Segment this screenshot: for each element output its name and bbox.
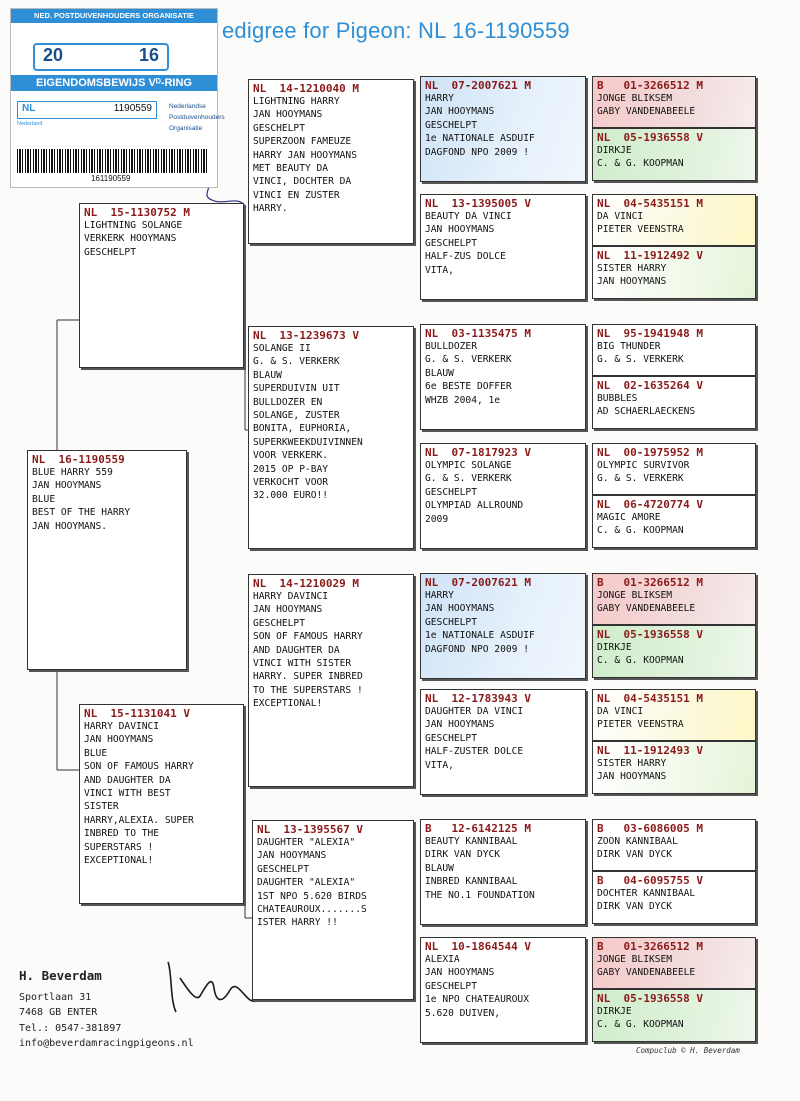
pigeon-info-line: DA VINCI — [597, 706, 644, 717]
pigeon-info-line: SUPERDUIVIN UIT — [253, 383, 340, 395]
ring-number: NL 04-5435151 M — [597, 197, 703, 210]
pedigree-box-mmf — [420, 819, 586, 925]
pigeon-info-line: 2015 OP P-BAY — [253, 463, 329, 475]
pigeon-info-line: AND DAUGHTER DA — [253, 644, 340, 656]
pigeon-info-line: HALF-ZUSTER DOLCE — [425, 746, 524, 758]
pedigree-box-mmm — [420, 937, 586, 1043]
pigeon-info-line: AD SCHAERLAECKENS — [597, 406, 696, 418]
pedigree-box-g10 — [592, 625, 756, 678]
pigeon-info-line: BLAUW — [253, 369, 282, 381]
pigeon-info-line: GESCHELPT — [84, 246, 136, 258]
pedigree-box-father — [79, 203, 244, 368]
pedigree-box-g7 — [592, 443, 756, 495]
pigeon-info-line: VERKERK HOOYMANS — [84, 233, 177, 245]
pigeon-info-line: PIETER VEENSTRA — [597, 719, 684, 731]
ring-number: NL 11-1912493 V — [597, 744, 703, 757]
ring-number: NL 14-1210040 M — [253, 82, 359, 95]
ring-number: NL 10-1864544 V — [425, 940, 531, 953]
pigeon-info-line: 1e NATIONALE ASDUIF — [425, 630, 535, 642]
pigeon-info-line: HARRY. — [253, 203, 288, 215]
pigeon-info-line: DIRKJE — [597, 1006, 632, 1017]
pigeon-info-line: JAN HOOYMANS — [425, 967, 495, 979]
pedigree-box-fmf — [420, 324, 586, 430]
pigeon-info-line: THE NO.1 FOUNDATION — [425, 889, 535, 901]
breeder-phone: Tel.: 0547-381897 — [19, 1022, 122, 1034]
pigeon-info-line: JAN HOOYMANS — [32, 480, 102, 492]
pigeon-info-line: AND DAUGHTER DA — [84, 774, 171, 786]
pigeon-info-line: 1e NPO CHATEAUROUX — [425, 994, 529, 1006]
pedigree-box-g4 — [592, 246, 756, 299]
card-year — [33, 43, 169, 71]
pigeon-info-line: BLAUW — [425, 862, 454, 874]
pigeon-info-line: BLUE HARRY 559 — [32, 467, 113, 478]
ring-number: NL 13-1395567 V — [257, 823, 363, 836]
pedigree-box-mfm — [420, 689, 586, 795]
ring-number: B 03-6086005 M — [597, 822, 703, 835]
pigeon-info-line: HARRY — [425, 93, 454, 104]
pedigree-box-g8 — [592, 495, 756, 548]
pigeon-info-line: GABY VANDENABEELE — [597, 603, 696, 615]
pedigree-box-g6 — [592, 376, 756, 429]
breeder-address-city: 7468 GB ENTER — [19, 1007, 98, 1018]
pigeon-info-line: SON OF FAMOUS HARRY — [253, 631, 363, 643]
pigeon-info-line: ALEXIA — [425, 954, 460, 965]
ring-number: NL 00-1975952 M — [597, 446, 703, 459]
ring-number: NL 06-4720774 V — [597, 498, 703, 511]
ring-number: NL 07-2007621 M — [425, 79, 531, 92]
pigeon-info-line: MET BEAUTY DA — [253, 163, 329, 175]
pigeon-info-line: PIETER VEENSTRA — [597, 224, 684, 236]
pigeon-info-line: G. & S. VERKERK — [597, 354, 684, 366]
ring-number: NL 07-2007621 M — [425, 576, 531, 589]
pigeon-info-line: DIRKJE — [597, 642, 632, 653]
pigeon-info-line: BULLDOZER EN — [253, 396, 323, 408]
pigeon-info-line: 32.000 EURO!! — [253, 490, 329, 502]
pigeon-info-line: JONGE BLIKSEM — [597, 954, 673, 965]
pigeon-info-line: OLYMPIC SOLANGE — [425, 460, 512, 471]
pigeon-info-line: C. & G. KOOPMAN — [597, 655, 684, 667]
pigeon-info-line: G. & S. VERKERK — [597, 473, 684, 485]
pedigree-box-fff — [420, 76, 586, 182]
pedigree-box-g13 — [592, 819, 756, 871]
pigeon-info-line: VINCI, DOCHTER DA — [253, 176, 352, 188]
ring-number: NL 14-1210029 M — [253, 577, 359, 590]
pigeon-info-line: JAN HOOYMANS — [253, 109, 323, 121]
pigeon-info-line: BEAUTY DA VINCI — [425, 211, 512, 222]
pigeon-info-line: JAN HOOYMANS — [597, 771, 667, 783]
pigeon-info-line: DAGFOND NPO 2009 ! — [425, 643, 529, 655]
pigeon-info-line: GESCHELPT — [425, 237, 477, 249]
pigeon-info-line: JAN HOOYMANS — [597, 276, 667, 288]
pigeon-info-line: DAUGHTER "ALEXIA" — [257, 877, 356, 889]
pigeon-info-line: HARRY JAN HOOYMANS — [253, 149, 357, 161]
pigeon-info-line: OLYMPIAD ALLROUND — [425, 500, 524, 512]
ring-number: NL 11-1912492 V — [597, 249, 703, 262]
pigeon-info-line: G. & S. VERKERK — [253, 356, 340, 368]
card-band-title: EIGENDOMSBEWIJS Vᴰ-RING — [11, 75, 217, 91]
pigeon-info-line: BLUE — [32, 493, 56, 505]
pigeon-info-line: INBRED KANNIBAAL — [425, 876, 518, 888]
pigeon-info-line: GABY VANDENABEELE — [597, 106, 696, 118]
ownership-certificate-card — [10, 8, 225, 188]
pedigree-box-mm — [252, 820, 414, 1000]
ring-number: NL 02-1635264 V — [597, 379, 703, 392]
pedigree-box-g15 — [592, 937, 756, 989]
pigeon-info-line: SON OF FAMOUS HARRY — [84, 761, 194, 773]
pigeon-info-line: VINCI EN ZUSTER — [253, 189, 340, 201]
pigeon-info-line: GESCHELPT — [425, 616, 477, 628]
pigeon-info-line: VERKOCHT VOOR — [253, 477, 329, 489]
card-nl: NL — [22, 103, 36, 114]
pedigree-box-mother — [79, 704, 244, 904]
card-year-right: 16 — [138, 45, 159, 65]
pigeon-info-line: BEAUTY KANNIBAAL — [425, 836, 518, 847]
pigeon-info-line: BEST OF THE HARRY — [32, 507, 131, 519]
card-small-text: Nederland — [17, 121, 43, 127]
pigeon-info-line: HARRY DAVINCI — [253, 591, 329, 602]
pigeon-info-line: HARRY. SUPER INBRED — [253, 671, 363, 683]
pigeon-info-line: HALF-ZUS DOLCE — [425, 251, 506, 263]
pigeon-info-line: DIRK VAN DYCK — [425, 849, 501, 861]
pigeon-info-line: DIRKJE — [597, 145, 632, 156]
pedigree-box-g3 — [592, 194, 756, 246]
ring-number: NL 13-1395005 V — [425, 197, 531, 210]
pigeon-info-line: VOOR VERKERK. — [253, 450, 329, 462]
pigeon-info-line: SISTER — [84, 801, 119, 813]
copyright-notice: Compuclub © H. Beverdam — [636, 1046, 740, 1055]
pigeon-info-line: VINCI WITH BEST — [84, 788, 171, 800]
card-year-left: 20 — [43, 45, 64, 65]
barcode-number: 161190559 — [91, 174, 131, 183]
pigeon-info-line: LIGHTNING HARRY — [253, 96, 340, 107]
pigeon-info-line: 2009 — [425, 513, 449, 525]
pigeon-info-line: DOCHTER KANNIBAAL — [597, 888, 696, 899]
pedigree-box-ff — [248, 79, 414, 244]
ring-number: NL 04-5435151 M — [597, 692, 703, 705]
pigeon-info-line: GESCHELPT — [425, 732, 477, 744]
pigeon-info-line: BIG THUNDER — [597, 341, 661, 352]
pigeon-info-line: DAUGHTER "ALEXIA" — [257, 837, 356, 848]
ring-number: B 01-3266512 M — [597, 940, 703, 953]
pigeon-info-line: 1ST NPO 5.620 BIRDS — [257, 890, 367, 902]
pigeon-info-line: JONGE BLIKSEM — [597, 93, 673, 104]
pigeon-info-line: JAN HOOYMANS — [425, 719, 495, 731]
pigeon-info-line: JAN HOOYMANS — [425, 603, 495, 615]
pedigree-box-fm — [248, 326, 414, 549]
pedigree-box-mf — [248, 574, 414, 787]
pigeon-info-line: GESCHELPT — [257, 863, 309, 875]
pedigree-box-g11 — [592, 689, 756, 741]
pigeon-info-line: JAN HOOYMANS — [84, 734, 154, 746]
ring-number: NL 13-1239673 V — [253, 329, 359, 342]
pigeon-info-line: HARRY — [425, 590, 454, 601]
pigeon-info-line: G. & S. VERKERK — [425, 473, 512, 485]
ring-number: NL 16-1190559 — [32, 453, 125, 466]
pedigree-box-mff — [420, 573, 586, 679]
pigeon-info-line: BLAUW — [425, 367, 454, 379]
pigeon-info-line: SUPERZOON FAMEUZE — [253, 136, 352, 148]
pigeon-info-line: GESCHELPT — [425, 980, 477, 992]
breeder-email[interactable]: info@beverdamracingpigeons.nl — [19, 1038, 194, 1049]
pigeon-info-line: DA VINCI — [597, 211, 644, 222]
pigeon-info-line: SUPERKWEEKDUIVINNEN — [253, 436, 363, 448]
pigeon-info-line: GESCHELPT — [425, 486, 477, 498]
ring-number: NL 05-1936558 V — [597, 992, 703, 1005]
pigeon-info-line: 5.620 DUIVEN, — [425, 1007, 501, 1019]
card-number: 1190559 — [113, 103, 152, 114]
pigeon-info-line: TO THE SUPERSTARS ! — [253, 684, 363, 696]
ring-number: NL 07-1817923 V — [425, 446, 531, 459]
ring-number: B 01-3266512 M — [597, 79, 703, 92]
ring-number: NL 15-1131041 V — [84, 707, 190, 720]
pigeon-info-line: BONITA, EUPHORIA, — [253, 423, 352, 435]
barcode-image — [17, 149, 209, 173]
pigeon-info-line: JAN HOOYMANS — [425, 224, 495, 236]
pigeon-info-line: WHZB 2004, 1e — [425, 394, 501, 406]
pigeon-info-line: SOLANGE II — [253, 343, 311, 354]
pigeon-info-line: GESCHELPT — [425, 119, 477, 131]
pigeon-info-line: EXCEPTIONAL! — [84, 855, 154, 867]
pigeon-info-line: BLUE — [84, 747, 108, 759]
pigeon-info-line: MAGIC AMORE — [597, 512, 661, 523]
pigeon-info-line: BULLDOZER — [425, 341, 477, 352]
page-title: edigree for Pigeon: NL 16-1190559 — [222, 18, 570, 43]
pedigree-box-fmm — [420, 443, 586, 549]
ring-number: B 04-6095755 V — [597, 874, 703, 887]
pedigree-box-main — [27, 450, 187, 670]
pigeon-info-line: DAGFOND NPO 2009 ! — [425, 146, 529, 158]
pigeon-info-line: DIRK VAN DYCK — [597, 849, 673, 861]
breeder-address-street: Sportlaan 31 — [19, 991, 92, 1003]
pigeon-info-line: C. & G. KOOPMAN — [597, 1019, 684, 1031]
pigeon-info-line: JONGE BLIKSEM — [597, 590, 673, 601]
breeder-name: H. Beverdam — [19, 968, 102, 983]
pigeon-info-line: G. & S. VERKERK — [425, 354, 512, 366]
ring-number: NL 95-1941948 M — [597, 327, 703, 340]
pigeon-info-line: C. & G. KOOPMAN — [597, 158, 684, 170]
ring-number: B 12-6142125 M — [425, 822, 531, 835]
pigeon-info-line: OLYMPIC SURVIVOR — [597, 460, 690, 471]
pigeon-info-line: ZOON KANNIBAAL — [597, 836, 678, 847]
pigeon-info-line: HARRY DAVINCI — [84, 721, 160, 732]
pedigree-box-g9 — [592, 573, 756, 625]
pigeon-info-line: INBRED TO THE — [84, 828, 160, 840]
ring-number: NL 03-1135475 M — [425, 327, 531, 340]
pigeon-info-line: JAN HOOYMANS — [253, 604, 323, 616]
pigeon-info-line: GESCHELPT — [253, 617, 305, 629]
breeder-contact — [19, 968, 194, 1052]
pigeon-info-line: VITA, — [425, 759, 454, 771]
pigeon-info-line: JAN HOOYMANS — [257, 850, 327, 862]
pigeon-info-line: SOLANGE, ZUSTER — [253, 410, 340, 422]
pigeon-info-line: 6e BESTE DOFFER — [425, 381, 512, 393]
pigeon-info-line: ISTER HARRY !! — [257, 917, 338, 929]
pedigree-box-g1 — [592, 76, 756, 128]
pigeon-info-line: BUBBLES — [597, 393, 638, 404]
pedigree-box-g16 — [592, 989, 756, 1042]
pigeon-info-line: DAUGHTER DA VINCI — [425, 706, 524, 717]
pedigree-box-ffm — [420, 194, 586, 300]
ring-number: B 01-3266512 M — [597, 576, 703, 589]
pigeon-info-line: GESCHELPT — [253, 122, 305, 134]
pigeon-info-line: LIGHTNING SOLANGE — [84, 220, 183, 231]
card-ring-number — [17, 101, 157, 119]
pigeon-info-line: VITA, — [425, 264, 454, 276]
pigeon-info-line: 1e NATIONALE ASDUIF — [425, 133, 535, 145]
ring-number: NL 12-1783943 V — [425, 692, 531, 705]
pigeon-info-line: HARRY,ALEXIA. SUPER — [84, 814, 194, 826]
ring-number: NL 15-1130752 M — [84, 206, 190, 219]
pigeon-info-line: SISTER HARRY — [597, 758, 667, 769]
pigeon-info-line: SUPERSTARS ! — [84, 841, 154, 853]
card-npo-logo-text: Nederlandse Postduivenhouders Organisatie — [169, 103, 225, 132]
pedigree-box-g5 — [592, 324, 756, 376]
pedigree-box-g14 — [592, 871, 756, 924]
pigeon-info-line: GABY VANDENABEELE — [597, 967, 696, 979]
pigeon-info-line: JAN HOOYMANS. — [32, 520, 108, 532]
pigeon-info-line: C. & G. KOOPMAN — [597, 525, 684, 537]
pedigree-box-g12 — [592, 741, 756, 794]
pigeon-info-line: SISTER HARRY — [597, 263, 667, 274]
ring-number: NL 05-1936558 V — [597, 628, 703, 641]
ring-number: NL 05-1936558 V — [597, 131, 703, 144]
pigeon-info-line: EXCEPTIONAL! — [253, 698, 323, 710]
pedigree-box-g2 — [592, 128, 756, 181]
pigeon-info-line: CHATEAUROUX.......S — [257, 904, 367, 916]
card-organization: NED. POSTDUIVENHOUDERS ORGANISATIE — [11, 9, 217, 23]
pigeon-info-line: VINCI WITH SISTER — [253, 658, 352, 670]
pigeon-info-line: DIRK VAN DYCK — [597, 901, 673, 913]
pigeon-info-line: JAN HOOYMANS — [425, 106, 495, 118]
